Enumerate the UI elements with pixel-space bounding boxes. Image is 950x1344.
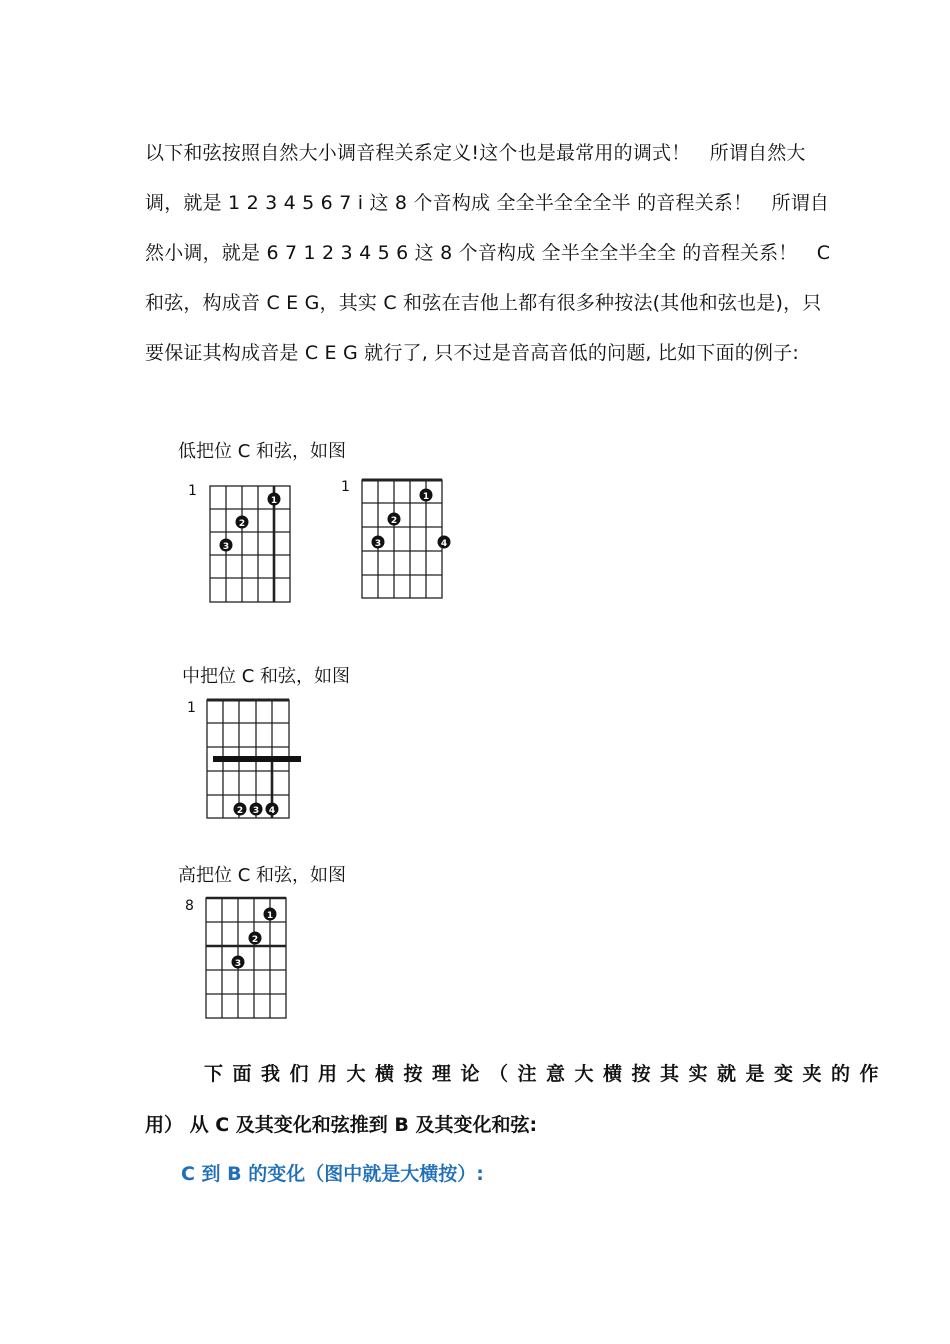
chord-diagram-low-1 <box>208 484 298 606</box>
finger-number: 1 <box>270 496 278 506</box>
finger-number: 3 <box>374 539 382 549</box>
chord-diagram-low-2 <box>360 478 456 602</box>
chord-diagram-high <box>204 896 294 1022</box>
finger-dot <box>268 493 281 507</box>
intro-line: 然小调，就是 6 7 1 2 3 4 5 6 这 8 个音构成 全半全全半全全 的音程关系！ C <box>145 242 831 264</box>
finger-number: 1 <box>266 911 274 921</box>
finger-dot <box>249 932 262 946</box>
finger-dot <box>220 539 233 553</box>
finger-number: 1 <box>422 492 430 502</box>
finger-dot <box>250 803 263 817</box>
finger-dot <box>372 536 385 550</box>
finger-number: 3 <box>234 959 242 969</box>
closing-line-1: 下面我们用大横按理论（注意大横按其实就是变夹的作 <box>204 1063 889 1085</box>
finger-number: 2 <box>236 806 244 816</box>
barre-bar <box>213 756 301 762</box>
finger-number: 2 <box>238 519 246 529</box>
finger-number: 2 <box>390 516 398 526</box>
low-position-caption: 低把位 C 和弦，如图 <box>178 441 347 462</box>
fret-label: 1 <box>188 483 197 499</box>
finger-number: 3 <box>252 806 260 816</box>
fret-label: 1 <box>187 700 196 716</box>
finger-number: 4 <box>268 806 276 816</box>
intro-line: 调，就是 1 2 3 4 5 6 7 i 这 8 个音构成 全全半全全全半 的音程关系！ 所谓自 <box>145 192 830 214</box>
finger-dot <box>420 489 433 503</box>
finger-dot <box>266 803 279 817</box>
mid-position-caption: 中把位 C 和弦，如图 <box>182 666 351 687</box>
finger-number: 4 <box>440 539 448 549</box>
finger-dot <box>232 956 245 970</box>
finger-dot <box>388 513 401 527</box>
fret-label: 1 <box>341 479 350 495</box>
intro-line: 和弦，构成音 C E G，其实 C 和弦在吉他上都有很多种按法(其他和弦也是)，只 <box>145 292 822 314</box>
intro-line: 要保证其构成音是 C E G 就行了, 只不过是音高音低的问题, 比如下面的例子: <box>145 342 799 364</box>
intro-line: 以下和弦按照自然大小调音程关系定义!这个也是最常用的调式！ 所谓自然大 <box>145 142 806 164</box>
high-position-caption: 高把位 C 和弦，如图 <box>178 865 347 886</box>
fret-label: 8 <box>185 898 194 914</box>
blue-heading: C 到 B 的变化（图中就是大横按）: <box>181 1163 484 1185</box>
finger-dot <box>264 908 277 922</box>
closing-line-2: 用） 从 C 及其变化和弦推到 B 及其变化和弦: <box>145 1114 538 1136</box>
finger-dot <box>234 803 247 817</box>
finger-dot <box>438 536 451 550</box>
finger-number: 2 <box>251 935 259 945</box>
finger-number: 3 <box>222 542 230 552</box>
intro-paragraph <box>145 128 831 378</box>
chord-diagram-mid <box>205 698 305 822</box>
finger-dot <box>236 516 249 530</box>
